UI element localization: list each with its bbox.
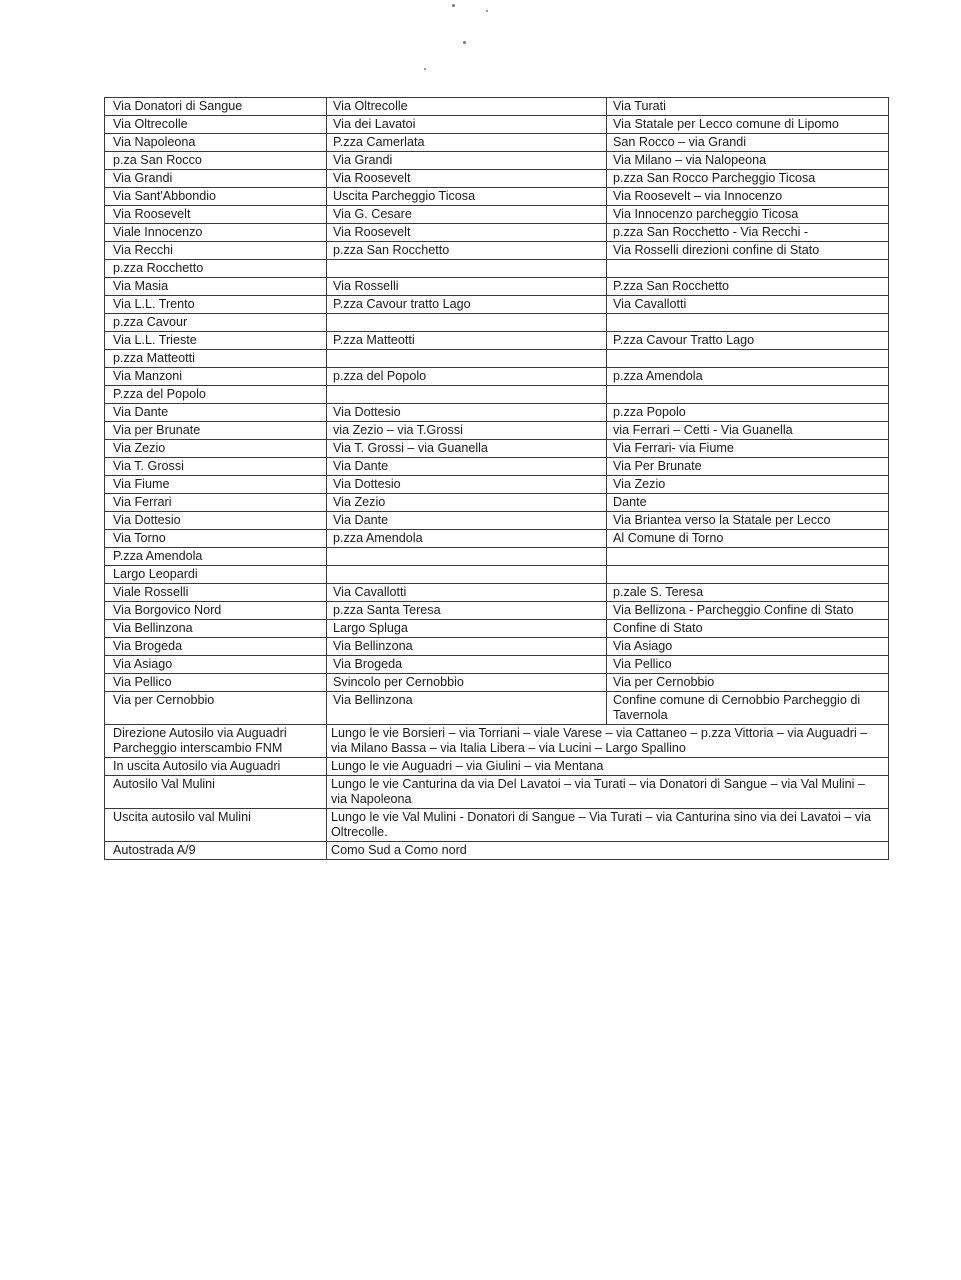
table-row-wide — [105, 725, 889, 758]
street-cell: Via Recchi — [105, 242, 327, 260]
table-row — [105, 656, 889, 674]
route-description-cell: Lungo le vie Canturina da via Del Lavatoi – via Turati – via Donatori di Sangue – via Val Mulini – via Napoleona — [327, 776, 889, 809]
table-row — [105, 260, 889, 278]
to-cell: San Rocco – via Grandi — [607, 134, 889, 152]
route-table-body — [105, 98, 889, 860]
table-row — [105, 314, 889, 332]
street-cell: Via Asiago — [105, 656, 327, 674]
to-cell: Via Per Brunate — [607, 458, 889, 476]
street-cell: Via Borgovico Nord — [105, 602, 327, 620]
to-cell: Confine di Stato — [607, 620, 889, 638]
to-cell: P.zza Cavour Tratto Lago — [607, 332, 889, 350]
from-cell: Via Oltrecolle — [327, 98, 607, 116]
table-row — [105, 368, 889, 386]
route-description-cell: Como Sud a Como nord — [327, 842, 889, 860]
table-row — [105, 386, 889, 404]
from-cell — [327, 386, 607, 404]
table-row — [105, 116, 889, 134]
route-description-cell: Lungo le vie Auguadri – via Giulini – via Mentana — [327, 758, 889, 776]
table-row — [105, 476, 889, 494]
to-cell: Via Ferrari- via Fiume — [607, 440, 889, 458]
from-cell: p.zza Santa Teresa — [327, 602, 607, 620]
from-cell: Via Rosselli — [327, 278, 607, 296]
from-cell: P.zza Matteotti — [327, 332, 607, 350]
to-cell: p.zza San Rocco Parcheggio Ticosa — [607, 170, 889, 188]
to-cell: via Ferrari – Cetti - Via Guanella — [607, 422, 889, 440]
from-cell: Via Dante — [327, 512, 607, 530]
to-cell: Via Asiago — [607, 638, 889, 656]
from-cell: Via Roosevelt — [327, 170, 607, 188]
street-cell: Via Grandi — [105, 170, 327, 188]
scan-speck — [463, 41, 466, 44]
table-row — [105, 530, 889, 548]
origin-cell: In uscita Autosilo via Auguadri — [105, 758, 327, 776]
to-cell: Via Innocenzo parcheggio Ticosa — [607, 206, 889, 224]
street-cell: Via Oltrecolle — [105, 116, 327, 134]
from-cell: Via Cavallotti — [327, 584, 607, 602]
street-cell: Via per Cernobbio — [105, 692, 327, 725]
street-cell: P.zza del Popolo — [105, 386, 327, 404]
from-cell — [327, 314, 607, 332]
table-row — [105, 548, 889, 566]
from-cell: Svincolo per Cernobbio — [327, 674, 607, 692]
to-cell: p.zale S. Teresa — [607, 584, 889, 602]
to-cell: Confine comune di Cernobbio Parcheggio di Tavernola — [607, 692, 889, 725]
street-cell: P.zza Amendola — [105, 548, 327, 566]
table-row — [105, 674, 889, 692]
to-cell: Via Zezio — [607, 476, 889, 494]
from-cell: p.zza San Rocchetto — [327, 242, 607, 260]
table-row — [105, 512, 889, 530]
street-cell: p.zza Rocchetto — [105, 260, 327, 278]
street-cell: p.zza Cavour — [105, 314, 327, 332]
from-cell: Via G. Cesare — [327, 206, 607, 224]
from-cell — [327, 350, 607, 368]
from-cell: Via Roosevelt — [327, 224, 607, 242]
street-cell: Via Napoleona — [105, 134, 327, 152]
street-cell: Via T. Grossi — [105, 458, 327, 476]
to-cell: Al Comune di Torno — [607, 530, 889, 548]
table-row — [105, 440, 889, 458]
street-cell: Via Manzoni — [105, 368, 327, 386]
street-cell: Largo Leopardi — [105, 566, 327, 584]
street-cell: Via Sant'Abbondio — [105, 188, 327, 206]
from-cell: Via Brogeda — [327, 656, 607, 674]
to-cell: Dante — [607, 494, 889, 512]
street-cell: Via L.L. Trento — [105, 296, 327, 314]
to-cell: Via Bellizona - Parcheggio Confine di Stato — [607, 602, 889, 620]
table-row — [105, 170, 889, 188]
from-cell: Via Grandi — [327, 152, 607, 170]
street-cell: Via Dante — [105, 404, 327, 422]
route-description-cell: Lungo le vie Val Mulini - Donatori di Sangue – Via Turati – via Canturina sino via dei Lavatoi – via Oltrecolle. — [327, 809, 889, 842]
street-cell: Via Brogeda — [105, 638, 327, 656]
table-row — [105, 206, 889, 224]
table-row — [105, 584, 889, 602]
from-cell — [327, 260, 607, 278]
table-row — [105, 332, 889, 350]
table-row — [105, 98, 889, 116]
scan-speck — [452, 4, 455, 7]
from-cell: Via T. Grossi – via Guanella — [327, 440, 607, 458]
from-cell: Uscita Parcheggio Ticosa — [327, 188, 607, 206]
to-cell: Via Milano – via Nalopeona — [607, 152, 889, 170]
from-cell: Largo Spluga — [327, 620, 607, 638]
to-cell: p.zza Popolo — [607, 404, 889, 422]
street-cell: Via Bellinzona — [105, 620, 327, 638]
from-cell: Via dei Lavatoi — [327, 116, 607, 134]
street-cell: Via Roosevelt — [105, 206, 327, 224]
street-cell: Via Dottesio — [105, 512, 327, 530]
origin-cell: Direzione Autosilo via Auguadri Parcheggio interscambio FNM — [105, 725, 327, 758]
to-cell: Via per Cernobbio — [607, 674, 889, 692]
table-row-wide — [105, 842, 889, 860]
scan-speck — [486, 10, 488, 12]
table-row — [105, 602, 889, 620]
to-cell: P.zza San Rocchetto — [607, 278, 889, 296]
from-cell: Via Zezio — [327, 494, 607, 512]
table-row — [105, 224, 889, 242]
to-cell: Via Turati — [607, 98, 889, 116]
street-cell: Via per Brunate — [105, 422, 327, 440]
table-row — [105, 494, 889, 512]
street-cell: p.zza Matteotti — [105, 350, 327, 368]
route-table — [104, 97, 889, 860]
to-cell: Via Briantea verso la Statale per Lecco — [607, 512, 889, 530]
table-row — [105, 296, 889, 314]
table-row — [105, 620, 889, 638]
table-row — [105, 458, 889, 476]
table-row — [105, 422, 889, 440]
street-cell: p.za San Rocco — [105, 152, 327, 170]
from-cell: p.zza del Popolo — [327, 368, 607, 386]
table-row — [105, 692, 889, 725]
street-cell: Viale Innocenzo — [105, 224, 327, 242]
to-cell: Via Pellico — [607, 656, 889, 674]
street-cell: Via Masia — [105, 278, 327, 296]
table-row — [105, 638, 889, 656]
to-cell: Via Rosselli direzioni confine di Stato — [607, 242, 889, 260]
table-row — [105, 566, 889, 584]
table-row — [105, 278, 889, 296]
origin-cell: Uscita autosilo val Mulini — [105, 809, 327, 842]
table-row — [105, 404, 889, 422]
to-cell — [607, 350, 889, 368]
to-cell: Via Cavallotti — [607, 296, 889, 314]
street-cell: Via Torno — [105, 530, 327, 548]
from-cell — [327, 566, 607, 584]
from-cell: Via Bellinzona — [327, 638, 607, 656]
street-cell: Via Donatori di Sangue — [105, 98, 327, 116]
to-cell: p.zza Amendola — [607, 368, 889, 386]
from-cell: Via Bellinzona — [327, 692, 607, 725]
to-cell — [607, 566, 889, 584]
from-cell: Via Dottesio — [327, 404, 607, 422]
to-cell — [607, 314, 889, 332]
from-cell: Via Dante — [327, 458, 607, 476]
to-cell — [607, 548, 889, 566]
to-cell — [607, 260, 889, 278]
origin-cell: Autostrada A/9 — [105, 842, 327, 860]
table-row-wide — [105, 809, 889, 842]
from-cell: P.zza Cavour tratto Lago — [327, 296, 607, 314]
street-cell: Via Zezio — [105, 440, 327, 458]
street-cell: Via Ferrari — [105, 494, 327, 512]
from-cell: P.zza Camerlata — [327, 134, 607, 152]
from-cell: via Zezio – via T.Grossi — [327, 422, 607, 440]
table-row — [105, 134, 889, 152]
table-row — [105, 242, 889, 260]
table-row — [105, 350, 889, 368]
to-cell: Via Statale per Lecco comune di Lipomo — [607, 116, 889, 134]
table-row-wide — [105, 758, 889, 776]
to-cell: Via Roosevelt – via Innocenzo — [607, 188, 889, 206]
street-cell: Viale Rosselli — [105, 584, 327, 602]
from-cell: p.zza Amendola — [327, 530, 607, 548]
scan-speck — [424, 68, 426, 70]
table-row — [105, 188, 889, 206]
route-description-cell: Lungo le vie Borsieri – via Torriani – viale Varese – via Cattaneo – p.zza Vittoria – via Auguadri – via Milano Bassa – via Italia Libera – via Lucini – Largo Spallino — [327, 725, 889, 758]
street-cell: Via Pellico — [105, 674, 327, 692]
to-cell — [607, 386, 889, 404]
street-cell: Via Fiume — [105, 476, 327, 494]
to-cell: p.zza San Rocchetto - Via Recchi - — [607, 224, 889, 242]
table-row — [105, 152, 889, 170]
from-cell: Via Dottesio — [327, 476, 607, 494]
street-cell: Via L.L. Trieste — [105, 332, 327, 350]
origin-cell: Autosilo Val Mulini — [105, 776, 327, 809]
table-row-wide — [105, 776, 889, 809]
from-cell — [327, 548, 607, 566]
